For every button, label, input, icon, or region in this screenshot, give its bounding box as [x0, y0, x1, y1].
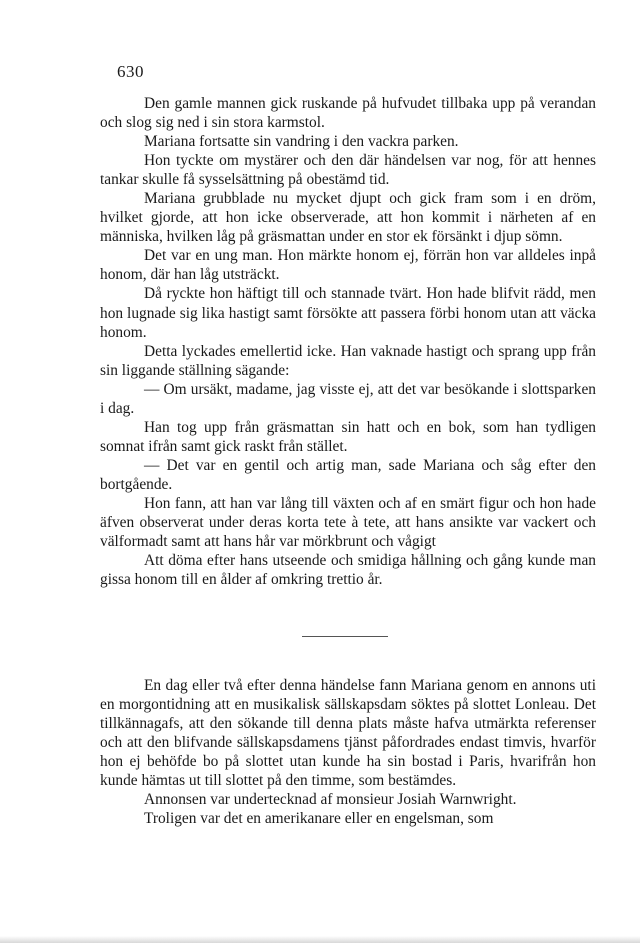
page-bottom-edge [0, 936, 640, 943]
text-section-1 [100, 94, 596, 589]
paragraph: Att döma efter hans utseende och smidiga hållning och gång kunde man gissa honom till en ålder af omkring trettio år. [100, 552, 596, 589]
paragraph: Annonsen var undertecknad af monsieur Josiah Warnwright. [144, 791, 517, 809]
text-section-2 [100, 676, 596, 828]
section-divider [302, 636, 388, 637]
paragraph: — Om ursäkt, madame, jag visste ej, att det var besökande i slottsparken i dag. [100, 380, 596, 417]
paragraph: Detta lyckades emellertid icke. Han vaknade hastigt och sprang upp från sin liggande ställning sägande: [100, 342, 596, 379]
paragraph: Troligen var det en amerikanare eller en engelsman, som [144, 810, 494, 828]
paragraph: Hon tyckte om mystärer och den där händelsen var nog, för att hennes tankar skulle få sysselsättning på obestämd tid. [100, 152, 596, 189]
paragraph: En dag eller två efter denna händelse fann Mariana genom en annons uti en morgontidning att en musikalisk sällskapsdam söktes på slottet Lonleau. Det tillkännagafs, att den sökande till denna plats måste hafva utmärkta referenser och att den blifvande sällskapsdamens tjänst påfordrades endast timvis, hvarför hon ej behöfde bo på slottet utan kunde ha sin bostad i Paris, hvarifrån hon kunde hämtas ut till slottet på den timme, som bestämdes. [100, 677, 596, 790]
page-number: 630 [117, 62, 144, 81]
paragraph: Det var en ung man. Hon märkte honom ej, förrän hon var alldeles inpå honom, där han låg utsträckt. [100, 247, 596, 284]
paragraph: Mariana grubblade nu mycket djupt och gick fram som i en dröm, hvilket gjorde, att hon icke observerade, att hon kommit i närheten af en människa, hvilken låg på gräsmattan under en stor ek försänkt i djup sömn. [100, 190, 596, 246]
paragraph: Den gamle mannen gick ruskande på hufvudet tillbaka upp på verandan och slog sig ned i sin stora karmstol. [100, 95, 596, 132]
paragraph: Han tog upp från gräsmattan sin hatt och en bok, som han tydligen somnat ifrån samt gick raskt från stället. [100, 418, 596, 455]
paragraph: Då ryckte hon häftigt till och stannade tvärt. Hon hade blifvit rädd, men hon lugnade sig lika hastigt samt försökte att passera förbi honom utan att väcka honom. [100, 285, 596, 341]
paragraph: — Det var en gentil och artig man, sade Mariana och såg efter den bortgående. [100, 456, 596, 493]
paragraph: Mariana fortsatte sin vandring i den vackra parken. [144, 133, 459, 151]
paragraph: Hon fann, att han var lång till växten och af en smärt figur och hon hade äfven observerat under deras korta tete à tete, att hans ansikte var vackert och välformadt samt att hans hår var mörkbrunt och vågigt [100, 494, 596, 551]
